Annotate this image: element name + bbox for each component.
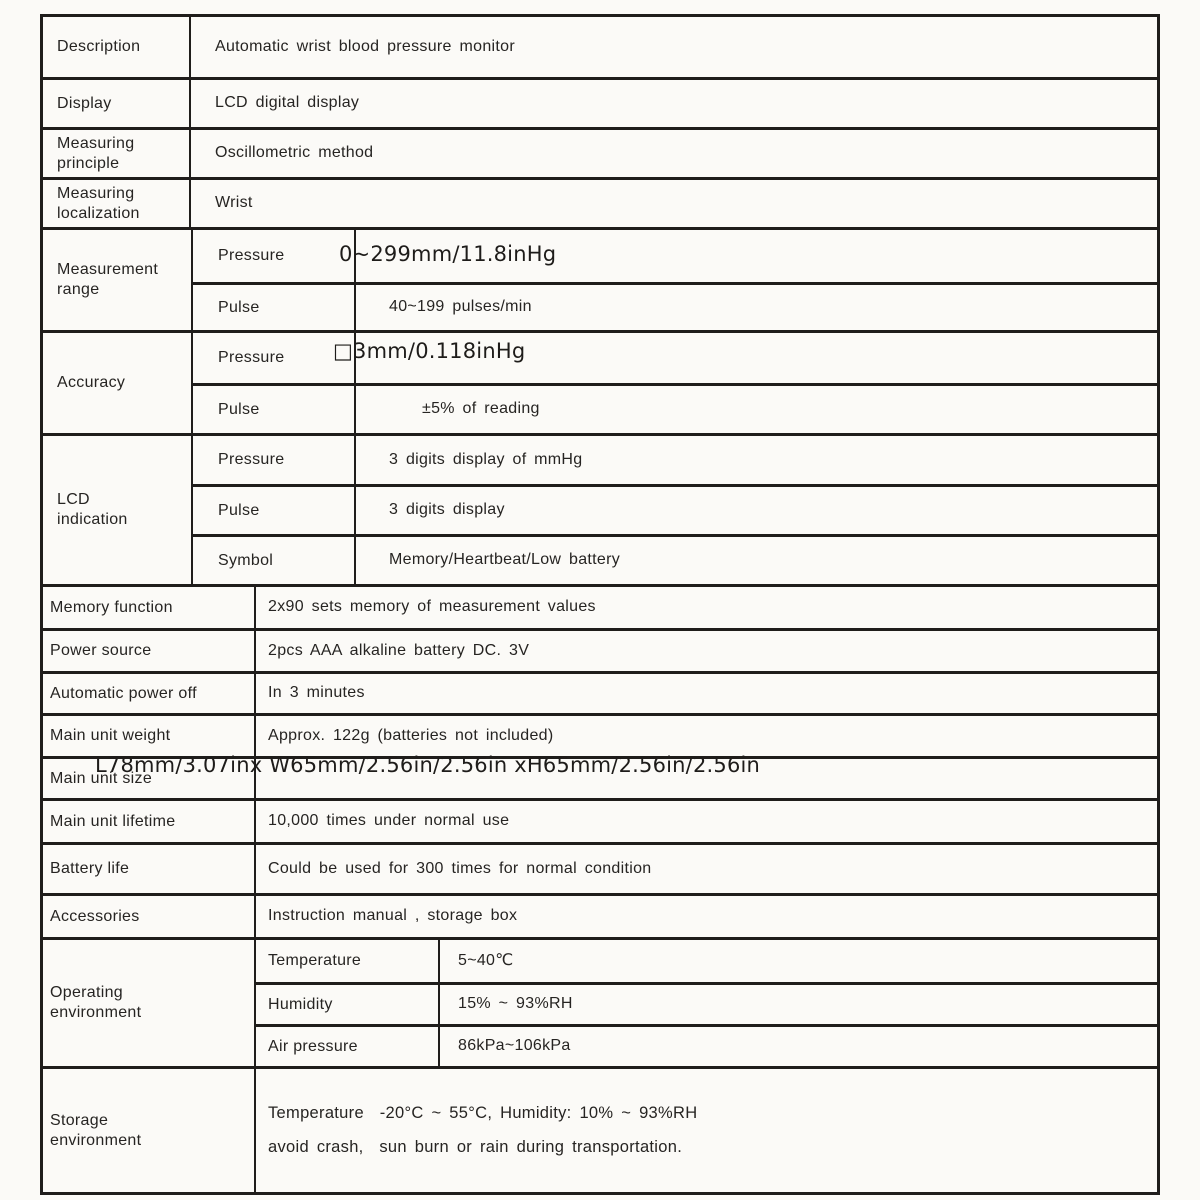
sub-row-pressure (193, 230, 1157, 282)
sub-value: 15% ~ 93%RH (458, 995, 573, 1013)
spec-row-lcd-indication (43, 433, 1157, 584)
sub-label: Temperature (256, 940, 440, 982)
spec-table (40, 14, 1160, 1195)
row-label: Accessories (43, 896, 256, 937)
sub-rows (256, 940, 1157, 1066)
sub-row-pressure (193, 436, 1157, 484)
row-label: Power source (43, 631, 256, 671)
row-value: Instruction manual , storage box (268, 907, 518, 925)
sub-row-temperature (256, 940, 1157, 982)
row-label: Accuracy (43, 333, 193, 433)
row-value: 2pcs AAA alkaline battery DC. 3V (268, 641, 530, 659)
row-value: Automatic wrist blood pressure monitor (215, 37, 515, 55)
sub-label: Symbol (193, 537, 356, 584)
row-label: Memory function (43, 587, 256, 628)
spec-row-main-unit-lifetime (43, 798, 1157, 842)
spec-row-description (43, 17, 1157, 77)
sub-label: Pressure (193, 333, 356, 383)
spec-row-display (43, 77, 1157, 127)
sub-value: 3 digits display (389, 501, 505, 519)
row-label: Measurement range (43, 230, 193, 330)
sub-rows (193, 436, 1157, 584)
row-label: Storage environment (43, 1069, 256, 1192)
row-label: Display (43, 80, 191, 127)
row-label: Main unit size (43, 759, 256, 798)
sub-row-air-pressure (256, 1024, 1157, 1066)
sub-label: Pulse (193, 386, 356, 433)
spec-row-automatic-power-off (43, 671, 1157, 713)
accuracy-pressure-overflow-value: □3mm/0.118inHg (333, 339, 526, 363)
spec-row-accuracy (43, 330, 1157, 433)
storage-line-2: avoid crash, sun burn or rain during transportation. (268, 1138, 683, 1156)
sub-value: 86kPa~106kPa (458, 1037, 571, 1055)
spec-row-storage-environment (43, 1066, 1157, 1192)
spec-row-battery-life (43, 842, 1157, 893)
sub-label: Air pressure (256, 1027, 440, 1066)
row-value: 2x90 sets memory of measurement values (268, 598, 596, 616)
sub-label: Pressure (193, 436, 356, 484)
row-label: Measuring localization (43, 180, 191, 227)
row-label: Automatic power off (43, 674, 256, 713)
row-value: In 3 minutes (268, 684, 365, 702)
spec-row-memory-function (43, 584, 1157, 628)
sub-row-pulse (193, 484, 1157, 534)
row-label: Description (43, 17, 191, 77)
row-label: Operating environment (43, 940, 256, 1066)
sub-label: Humidity (256, 985, 440, 1024)
row-label: Battery life (43, 845, 256, 893)
spec-row-measuring-principle (43, 127, 1157, 177)
spec-row-main-unit-weight (43, 713, 1157, 756)
spec-row-measurement-range (43, 227, 1157, 330)
row-label: LCD indication (43, 436, 193, 584)
spec-row-power-source (43, 628, 1157, 671)
row-value: Oscillometric method (215, 144, 374, 162)
sub-value: 5~40℃ (458, 951, 514, 969)
sub-label: Pressure (193, 230, 356, 282)
spec-row-operating-environment (43, 937, 1157, 1066)
storage-line-1: Temperature -20°C ~ 55°C, Humidity: 10% ~ 93%RH (268, 1103, 698, 1122)
sub-row-pulse (193, 282, 1157, 330)
sub-label: Pulse (193, 285, 356, 330)
row-value: LCD digital display (215, 94, 360, 112)
main-unit-size-overflow-value: L78mm/3.07inx W65mm/2.56in/2.56in xH65mm/2.56in/2.56in (95, 753, 761, 777)
row-value: Wrist (215, 194, 253, 212)
spec-row-measuring-localization (43, 177, 1157, 227)
row-value: Approx. 122g (batteries not included) (268, 726, 554, 744)
sub-row-humidity (256, 982, 1157, 1024)
row-label: Main unit weight (43, 716, 256, 756)
row-label: Measuring principle (43, 130, 191, 177)
row-value: Could be used for 300 times for normal condition (268, 859, 652, 877)
sub-value: ±5% of reading (422, 400, 540, 418)
sub-value: 40~199 pulses/min (389, 298, 532, 316)
sub-label: Pulse (193, 487, 356, 534)
sub-rows (193, 230, 1157, 330)
sub-value: Memory/Heartbeat/Low battery (389, 551, 621, 569)
row-value: 10,000 times under normal use (268, 812, 510, 830)
row-value (256, 1069, 1157, 1192)
sub-row-pulse (193, 383, 1157, 433)
measurement-range-pressure-overflow-value: 0~299mm/11.8inHg (339, 242, 557, 266)
sub-row-symbol (193, 534, 1157, 584)
sub-value: 3 digits display of mmHg (389, 450, 583, 468)
spec-row-accessories (43, 893, 1157, 937)
row-label: Main unit lifetime (43, 801, 256, 842)
